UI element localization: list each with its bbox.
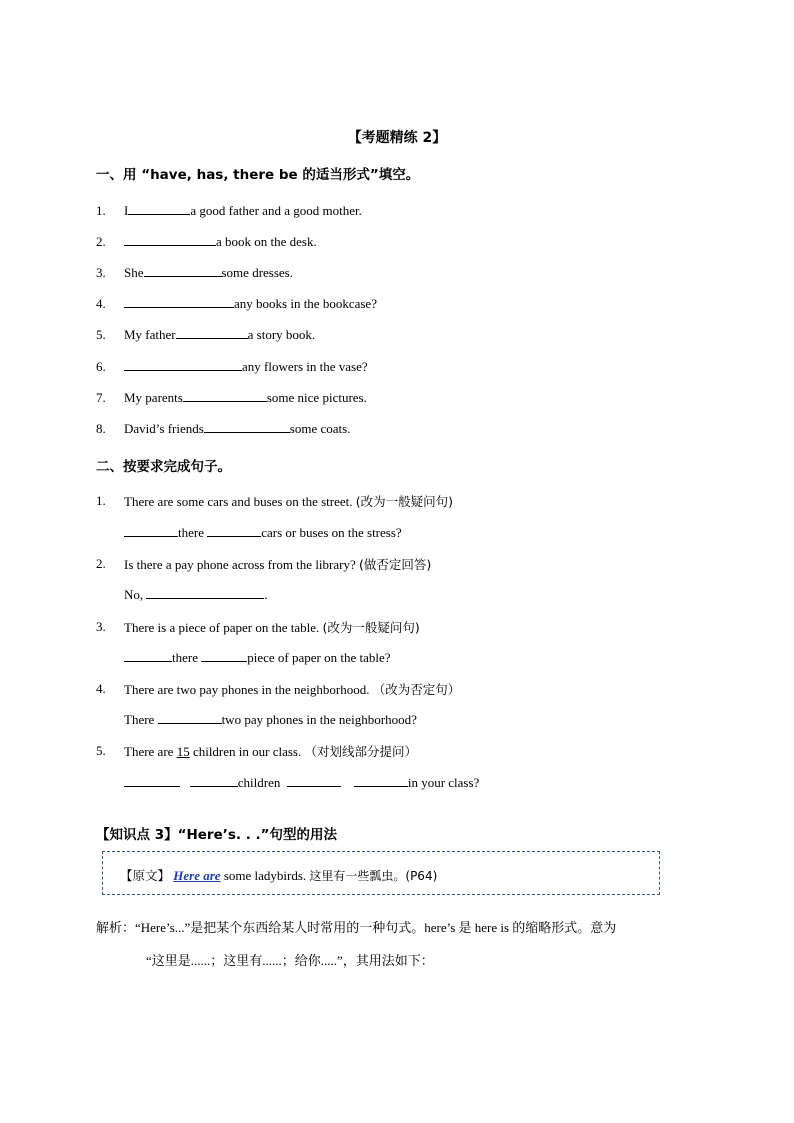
answer-blank[interactable] [124,358,242,371]
list-item: 3. There is a piece of paper on the table. (改为一般疑问句) [96,619,420,635]
answer-line: there piece of paper on the table? [124,649,391,666]
answer-blank[interactable] [354,774,408,787]
answer-blank[interactable] [124,233,216,246]
list-item: 2. Is there a pay phone across from the library? (做否定回答) [96,556,432,572]
list-item: 8. David’s friends some coats. [96,421,351,436]
section-1-heading: 一、用 “have, has, there be 的适当形式”填空。 [96,167,420,183]
answer-line: there cars or buses on the stress? [124,524,402,541]
answer-line: There two pay phones in the neighborhood? [124,712,417,727]
analysis-line-1: 解析：“Here’s...”是把某个东西给某人时常用的一种句式。here’s 是 here is 的缩略形式。意为 [96,920,617,935]
answer-blank[interactable] [287,774,341,787]
list-item: 3. She some dresses. [96,265,293,280]
list-item: 1. There are some cars and buses on the street. (改为一般疑问句) [96,493,454,509]
list-item: 4. There are two pay phones in the neighborhood. （改为否定句） [96,681,461,697]
list-item: 7. My parents some nice pictures. [96,390,367,405]
list-item: 5. My father a story book. [96,327,316,342]
answer-blank[interactable] [124,524,178,537]
answer-blank[interactable] [204,420,290,433]
answer-blank[interactable] [158,711,222,724]
analysis-line-2: “这里是......；这里有......；给你.....”，其用法如下： [146,953,434,968]
knowledge-point-heading: 【知识点 3】“Here’s. . .”句型的用法 [96,827,338,843]
original-text-box: 【原文】 Here are some ladybirds. 这里有一些瓢虫。(P64) [102,851,660,895]
answer-blank[interactable] [207,524,261,537]
answer-blank[interactable] [128,202,190,215]
answer-blank[interactable] [124,649,172,662]
here-are-highlight: Here are [173,868,221,883]
list-item: 2. a book on the desk. [96,234,317,249]
list-item: 5. There are 15 children in our class. （对划线部分提问） [96,743,418,759]
answer-blank[interactable] [144,264,222,277]
box-label: 【原文】 [120,868,171,883]
answer-line: No, . [124,587,268,602]
answer-blank[interactable] [146,586,264,599]
answer-blank[interactable] [124,295,234,308]
answer-line: children in your class? [124,774,479,791]
answer-blank[interactable] [201,649,247,662]
list-item: 1. I a good father and a good mother. [96,203,362,218]
answer-blank[interactable] [190,774,238,787]
page-title: 【考题精练 2】 [347,130,447,146]
answer-blank[interactable] [176,326,248,339]
section-2-heading: 二、按要求完成句子。 [96,459,231,475]
list-item: 6. any flowers in the vase? [96,359,368,374]
list-item: 4. any books in the bookcase? [96,296,377,311]
answer-blank[interactable] [124,774,180,787]
answer-blank[interactable] [183,389,267,402]
